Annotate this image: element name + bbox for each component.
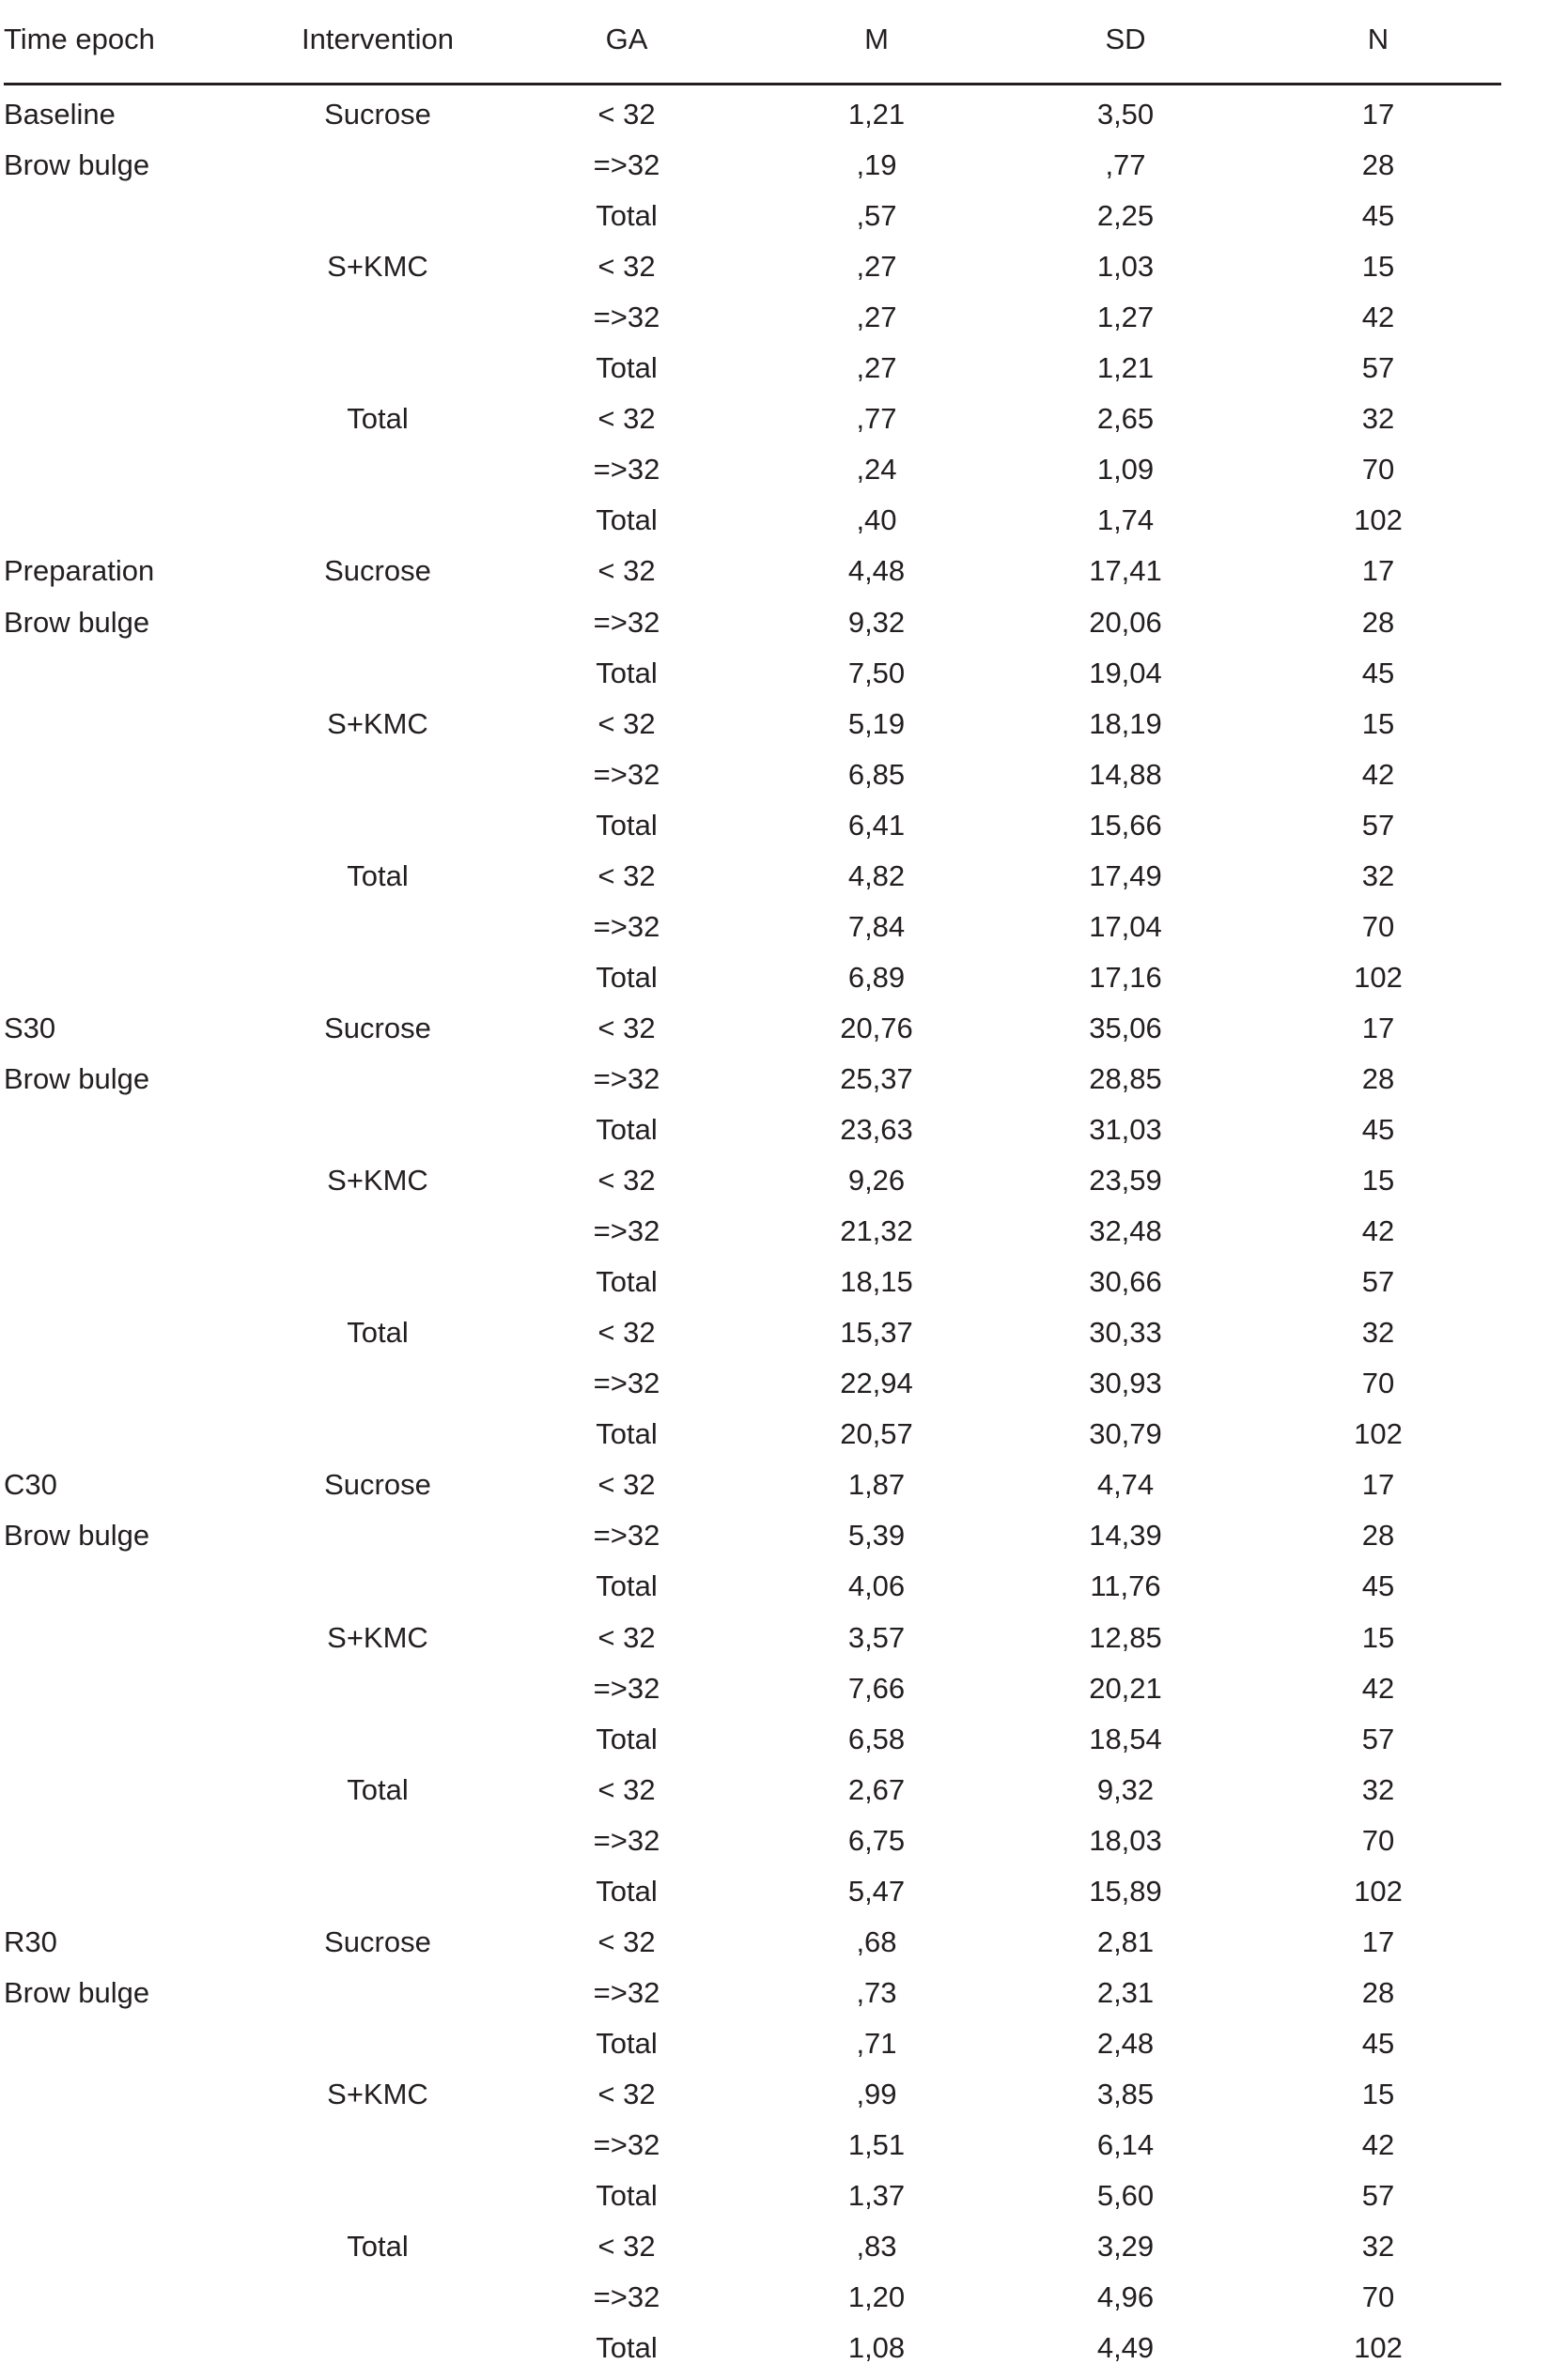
cell-sd: 4,96	[1096, 2280, 1155, 2314]
table-row	[0, 959, 1552, 1010]
cell-mean: 4,06	[847, 1569, 906, 1603]
table-row	[0, 2329, 1552, 2380]
table-row	[0, 1162, 1552, 1213]
cell-mean: 15,37	[840, 1316, 913, 1350]
cell-sd: 14,88	[1089, 757, 1162, 791]
table-row	[0, 1060, 1552, 1111]
header-time-epoch: Time epoch	[4, 23, 155, 55]
table-row	[0, 400, 1552, 451]
table-row	[0, 2025, 1552, 2076]
cell-n: 45	[1361, 1569, 1395, 1603]
cell-intervention: Total	[347, 2230, 409, 2264]
cell-ga: Total	[596, 1722, 658, 1755]
table-row	[0, 2076, 1552, 2126]
cell-n: 32	[1361, 1772, 1395, 1806]
cell-intervention: S+KMC	[327, 1620, 428, 1654]
cell-sd: 20,21	[1089, 1671, 1162, 1705]
cell-mean: ,57	[856, 199, 897, 233]
cell-ga: =>32	[593, 757, 660, 791]
table-row	[0, 299, 1552, 349]
cell-sd: 12,85	[1089, 1620, 1162, 1654]
cell-n: 42	[1361, 1214, 1395, 1248]
cell-mean: 1,37	[847, 2179, 906, 2213]
cell-mean: 2,67	[847, 1772, 906, 1806]
table-row	[0, 552, 1552, 603]
table-row	[0, 1263, 1552, 1314]
cell-n: 28	[1361, 1519, 1395, 1553]
cell-ga: Total	[596, 1417, 658, 1451]
cell-n: 15	[1361, 706, 1395, 740]
table-row	[0, 1010, 1552, 1060]
cell-sd: 23,59	[1089, 1164, 1162, 1198]
cell-n: 32	[1361, 858, 1395, 892]
table-row	[0, 147, 1552, 197]
cell-n: 15	[1361, 2077, 1395, 2110]
cell-time-epoch: Preparation	[4, 554, 155, 588]
cell-ga: =>32	[593, 1519, 660, 1553]
cell-mean: 1,08	[847, 2331, 906, 2365]
cell-ga: < 32	[598, 1316, 656, 1350]
cell-time-epoch: S30	[4, 1011, 56, 1044]
cell-n: 57	[1361, 1722, 1395, 1755]
cell-sd: 4,49	[1096, 2331, 1155, 2365]
cell-sd: 32,48	[1089, 1214, 1162, 1248]
cell-time-epoch: Brow bulge	[4, 148, 150, 182]
cell-n: 32	[1361, 402, 1395, 436]
cell-n: 70	[1361, 1823, 1395, 1857]
cell-ga: =>32	[593, 1823, 660, 1857]
cell-n: 42	[1361, 757, 1395, 791]
cell-ga: =>32	[593, 1975, 660, 2009]
cell-mean: ,71	[856, 2026, 897, 2060]
cell-sd: 18,03	[1089, 1823, 1162, 1857]
cell-n: 15	[1361, 1620, 1395, 1654]
cell-intervention: S+KMC	[327, 250, 428, 284]
cell-ga: Total	[596, 199, 658, 233]
cell-ga: < 32	[598, 1468, 656, 1502]
cell-time-epoch: C30	[4, 1468, 57, 1502]
table-row	[0, 2177, 1552, 2228]
cell-sd: 4,74	[1096, 1468, 1155, 1502]
cell-n: 102	[1354, 1417, 1403, 1451]
cell-mean: ,83	[856, 2230, 897, 2264]
cell-mean: 6,75	[847, 1823, 906, 1857]
cell-ga: =>32	[593, 2128, 660, 2161]
cell-n: 70	[1361, 1367, 1395, 1400]
table-row	[0, 1873, 1552, 1924]
cell-sd: 19,04	[1089, 656, 1162, 689]
cell-mean: ,99	[856, 2077, 897, 2110]
header-n: N	[1367, 23, 1389, 55]
cell-n: 42	[1361, 301, 1395, 334]
table-row	[0, 858, 1552, 908]
cell-ga: =>32	[593, 1671, 660, 1705]
cell-time-epoch: R30	[4, 1924, 57, 1958]
cell-mean: ,27	[856, 351, 897, 385]
cell-intervention: Total	[347, 1772, 409, 1806]
table-row	[0, 1415, 1552, 1466]
table-row	[0, 197, 1552, 248]
cell-n: 17	[1361, 1011, 1395, 1044]
cell-sd: 14,39	[1089, 1519, 1162, 1553]
cell-intervention: Total	[347, 858, 409, 892]
cell-intervention: Total	[347, 402, 409, 436]
cell-sd: 2,25	[1096, 199, 1155, 233]
cell-ga: < 32	[598, 2230, 656, 2264]
cell-n: 57	[1361, 1265, 1395, 1299]
cell-mean: ,73	[856, 1975, 897, 2009]
cell-sd: 3,29	[1096, 2230, 1155, 2264]
cell-mean: 1,51	[847, 2128, 906, 2161]
cell-mean: ,68	[856, 1924, 897, 1958]
cell-mean: 5,39	[847, 1519, 906, 1553]
cell-ga: =>32	[593, 301, 660, 334]
cell-n: 17	[1361, 554, 1395, 588]
cell-sd: 30,93	[1089, 1367, 1162, 1400]
header-sd: SD	[1105, 23, 1146, 55]
cell-sd: 1,09	[1096, 453, 1155, 487]
cell-mean: 7,84	[847, 909, 906, 943]
cell-intervention: Sucrose	[324, 1924, 431, 1958]
cell-sd: 30,33	[1089, 1316, 1162, 1350]
cell-ga: Total	[596, 2026, 658, 2060]
cell-time-epoch: Brow bulge	[4, 1061, 150, 1095]
cell-mean: 20,76	[840, 1011, 913, 1044]
table-row	[0, 1466, 1552, 1517]
cell-ga: < 32	[598, 1772, 656, 1806]
cell-mean: ,19	[856, 148, 897, 182]
cell-ga: < 32	[598, 98, 656, 131]
table-row	[0, 349, 1552, 400]
cell-ga: Total	[596, 808, 658, 842]
cell-ga: < 32	[598, 402, 656, 436]
cell-sd: 6,14	[1096, 2128, 1155, 2161]
table-header-row	[0, 21, 1552, 66]
cell-n: 28	[1361, 148, 1395, 182]
cell-intervention: Total	[347, 1316, 409, 1350]
cell-ga: < 32	[598, 706, 656, 740]
cell-mean: 21,32	[840, 1214, 913, 1248]
cell-ga: Total	[596, 2179, 658, 2213]
cell-n: 102	[1354, 1874, 1403, 1908]
cell-ga: Total	[596, 1265, 658, 1299]
cell-sd: 2,81	[1096, 1924, 1155, 1958]
cell-ga: =>32	[593, 605, 660, 639]
cell-ga: < 32	[598, 250, 656, 284]
cell-ga: Total	[596, 351, 658, 385]
cell-mean: 6,89	[847, 960, 906, 994]
table-row	[0, 1314, 1552, 1365]
table-row	[0, 248, 1552, 299]
cell-mean: ,24	[856, 453, 897, 487]
cell-ga: =>32	[593, 2280, 660, 2314]
table-row	[0, 502, 1552, 552]
table-row	[0, 604, 1552, 655]
cell-n: 17	[1361, 98, 1395, 131]
table-row	[0, 1365, 1552, 1415]
cell-n: 57	[1361, 2179, 1395, 2213]
header-mean: M	[864, 23, 889, 55]
table-row	[0, 451, 1552, 502]
cell-n: 15	[1361, 250, 1395, 284]
table-row	[0, 2126, 1552, 2177]
cell-ga: < 32	[598, 1924, 656, 1958]
cell-n: 57	[1361, 808, 1395, 842]
cell-n: 70	[1361, 909, 1395, 943]
cell-mean: 25,37	[840, 1061, 913, 1095]
cell-ga: Total	[596, 1113, 658, 1146]
cell-ga: < 32	[598, 858, 656, 892]
cell-time-epoch: Brow bulge	[4, 1519, 150, 1553]
table-row	[0, 756, 1552, 807]
cell-sd: 1,03	[1096, 250, 1155, 284]
cell-n: 57	[1361, 351, 1395, 385]
cell-sd: 3,50	[1096, 98, 1155, 131]
cell-mean: 1,20	[847, 2280, 906, 2314]
cell-n: 42	[1361, 1671, 1395, 1705]
cell-intervention: S+KMC	[327, 1164, 428, 1198]
cell-n: 17	[1361, 1468, 1395, 1502]
cell-sd: 18,19	[1089, 706, 1162, 740]
cell-mean: 4,48	[847, 554, 906, 588]
cell-mean: 1,87	[847, 1468, 906, 1502]
cell-mean: 5,19	[847, 706, 906, 740]
cell-mean: 23,63	[840, 1113, 913, 1146]
cell-mean: 4,82	[847, 858, 906, 892]
table-row	[0, 705, 1552, 756]
cell-intervention: Sucrose	[324, 98, 431, 131]
cell-ga: < 32	[598, 554, 656, 588]
cell-intervention: Sucrose	[324, 1011, 431, 1044]
cell-n: 45	[1361, 1113, 1395, 1146]
cell-mean: 7,66	[847, 1671, 906, 1705]
cell-mean: 22,94	[840, 1367, 913, 1400]
table-row	[0, 807, 1552, 858]
cell-ga: < 32	[598, 1620, 656, 1654]
cell-ga: Total	[596, 503, 658, 537]
cell-sd: 20,06	[1089, 605, 1162, 639]
table-row	[0, 1517, 1552, 1568]
cell-intervention: S+KMC	[327, 2077, 428, 2110]
table-row	[0, 1721, 1552, 1771]
cell-sd: 11,76	[1090, 1569, 1161, 1603]
cell-ga: =>32	[593, 909, 660, 943]
cell-sd: 31,03	[1089, 1113, 1162, 1146]
cell-sd: 9,32	[1096, 1772, 1155, 1806]
cell-sd: 2,65	[1096, 402, 1155, 436]
cell-sd: ,77	[1105, 148, 1146, 182]
cell-ga: Total	[596, 960, 658, 994]
cell-sd: 1,27	[1096, 301, 1155, 334]
cell-sd: 30,79	[1089, 1417, 1162, 1451]
table-row	[0, 1771, 1552, 1822]
cell-intervention: Sucrose	[324, 554, 431, 588]
cell-ga: Total	[596, 1569, 658, 1603]
cell-ga: Total	[596, 1874, 658, 1908]
cell-n: 28	[1361, 605, 1395, 639]
cell-n: 32	[1361, 2230, 1395, 2264]
cell-ga: =>32	[593, 1367, 660, 1400]
cell-sd: 30,66	[1089, 1265, 1162, 1299]
cell-mean: 5,47	[847, 1874, 906, 1908]
cell-n: 15	[1361, 1164, 1395, 1198]
table-row	[0, 1822, 1552, 1873]
cell-n: 32	[1361, 1316, 1395, 1350]
cell-ga: < 32	[598, 1164, 656, 1198]
cell-mean: 6,41	[847, 808, 906, 842]
cell-sd: 2,48	[1096, 2026, 1155, 2060]
cell-sd: 18,54	[1089, 1722, 1162, 1755]
cell-mean: ,27	[856, 301, 897, 334]
cell-ga: =>32	[593, 453, 660, 487]
cell-n: 42	[1361, 2128, 1395, 2161]
table-row	[0, 1924, 1552, 1974]
cell-mean: 1,21	[847, 98, 906, 131]
cell-mean: 20,57	[840, 1417, 913, 1451]
cell-sd: 28,85	[1089, 1061, 1162, 1095]
table-row	[0, 96, 1552, 147]
cell-n: 70	[1361, 2280, 1395, 2314]
table-row	[0, 908, 1552, 959]
cell-n: 70	[1361, 453, 1395, 487]
cell-mean: 9,26	[847, 1164, 906, 1198]
header-intervention: Intervention	[302, 23, 454, 55]
cell-time-epoch: Baseline	[4, 98, 116, 131]
cell-ga: =>32	[593, 1214, 660, 1248]
cell-mean: 6,85	[847, 757, 906, 791]
cell-ga: Total	[596, 656, 658, 689]
table-row	[0, 655, 1552, 705]
cell-sd: 1,74	[1096, 503, 1155, 537]
cell-ga: < 32	[598, 2077, 656, 2110]
cell-ga: =>32	[593, 148, 660, 182]
cell-sd: 15,89	[1089, 1874, 1162, 1908]
cell-sd: 17,49	[1089, 858, 1162, 892]
cell-time-epoch: Brow bulge	[4, 605, 150, 639]
cell-sd: 35,06	[1089, 1011, 1162, 1044]
cell-sd: 1,21	[1096, 351, 1155, 385]
table-row	[0, 1111, 1552, 1162]
cell-sd: 2,31	[1096, 1975, 1155, 2009]
header-rule	[4, 83, 1501, 85]
cell-sd: 5,60	[1096, 2179, 1155, 2213]
cell-ga: Total	[596, 2331, 658, 2365]
table-row	[0, 1974, 1552, 2025]
cell-mean: ,27	[856, 250, 897, 284]
cell-mean: ,77	[856, 402, 897, 436]
cell-n: 45	[1361, 199, 1395, 233]
table-row	[0, 1619, 1552, 1670]
cell-time-epoch: Brow bulge	[4, 1975, 150, 2009]
cell-mean: ,40	[856, 503, 897, 537]
cell-n: 102	[1354, 2331, 1403, 2365]
cell-ga: =>32	[593, 1061, 660, 1095]
table-row	[0, 1213, 1552, 1263]
header-ga: GA	[605, 23, 648, 55]
cell-sd: 17,16	[1089, 960, 1162, 994]
cell-sd: 17,41	[1089, 554, 1162, 588]
table-row	[0, 2228, 1552, 2279]
cell-mean: 18,15	[840, 1265, 913, 1299]
cell-sd: 17,04	[1089, 909, 1162, 943]
cell-n: 28	[1361, 1975, 1395, 2009]
cell-intervention: Sucrose	[324, 1468, 431, 1502]
table-row	[0, 2279, 1552, 2329]
cell-n: 102	[1354, 960, 1403, 994]
cell-mean: 3,57	[847, 1620, 906, 1654]
cell-mean: 7,50	[847, 656, 906, 689]
cell-ga: < 32	[598, 1011, 656, 1044]
cell-sd: 15,66	[1089, 808, 1162, 842]
cell-n: 102	[1354, 503, 1403, 537]
cell-sd: 3,85	[1096, 2077, 1155, 2110]
cell-n: 28	[1361, 1061, 1395, 1095]
table-row	[0, 1568, 1552, 1618]
cell-mean: 6,58	[847, 1722, 906, 1755]
cell-mean: 9,32	[847, 605, 906, 639]
cell-intervention: S+KMC	[327, 706, 428, 740]
table-row	[0, 1670, 1552, 1721]
cell-n: 45	[1361, 656, 1395, 689]
cell-n: 45	[1361, 2026, 1395, 2060]
cell-n: 17	[1361, 1924, 1395, 1958]
